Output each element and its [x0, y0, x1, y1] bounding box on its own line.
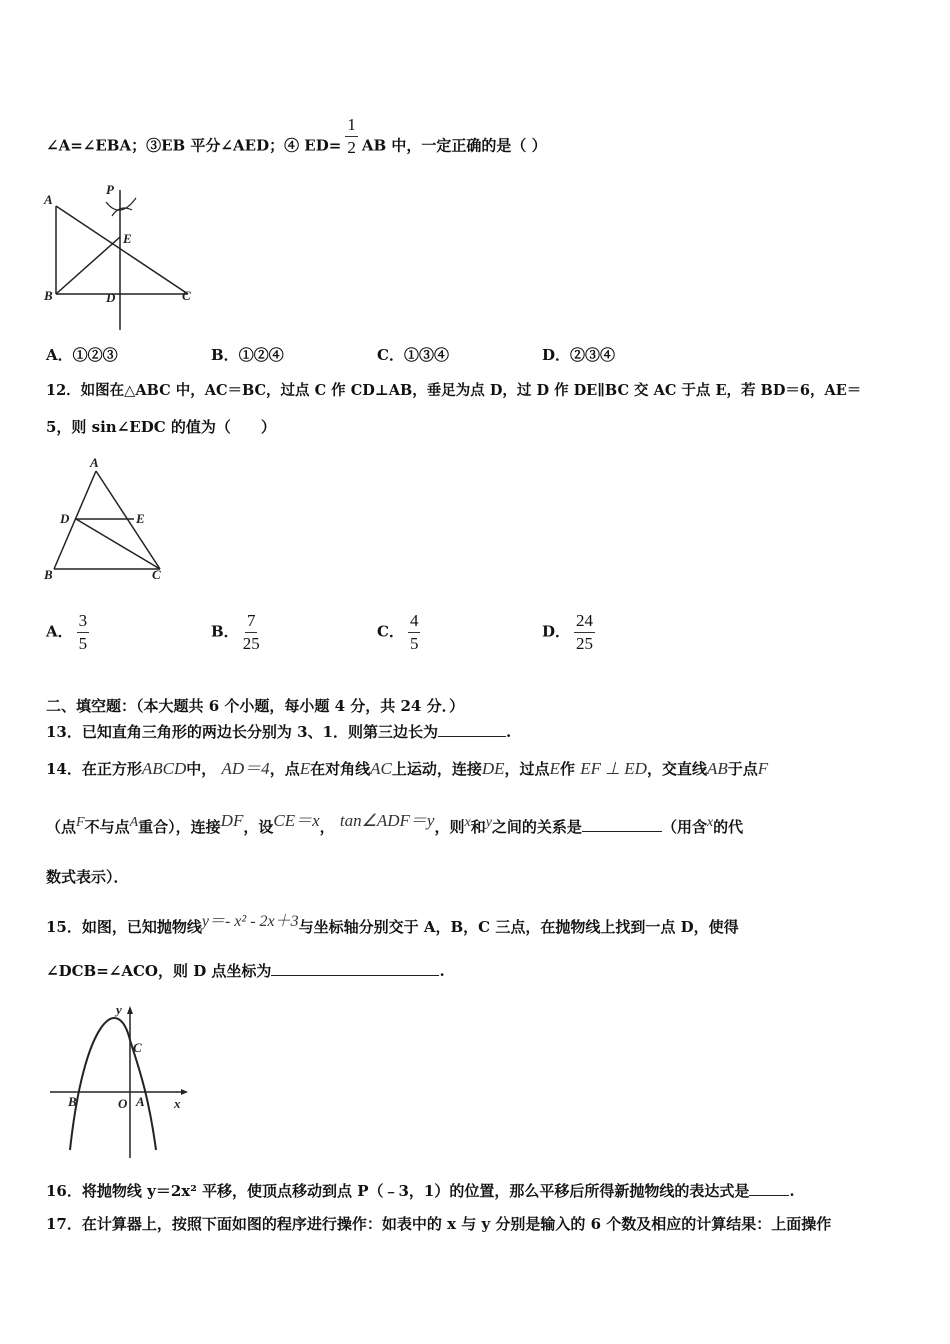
label-c: C — [133, 1040, 142, 1055]
segment-be — [56, 237, 120, 294]
label-e: E — [136, 511, 145, 526]
q11-option-c[interactable]: C．①③④ — [377, 346, 449, 364]
segment-ac — [96, 471, 160, 569]
figure-q12-triangle — [40, 455, 180, 585]
answer-blank[interactable] — [749, 1181, 789, 1196]
answer-blank[interactable] — [582, 817, 662, 832]
fraction: $\frac{24}{25}$ — [576, 611, 594, 653]
q15-line-2: ∠DCB=∠ACO，则 D 点坐标为 . — [46, 962, 445, 980]
parabola-formula: y＝- x² - 2x＋3 — [201, 913, 299, 930]
q11-option-b[interactable]: B．①②④ — [211, 346, 284, 364]
q12-option-d[interactable]: D． $\frac{24}{25}$ — [542, 611, 594, 653]
label-y: y — [116, 1002, 122, 1017]
label-c: C — [182, 288, 191, 303]
label-a: A — [90, 455, 99, 470]
q17-statement: 17．在计算器上，按照下面如图的程序进行操作：如表中的 x 与 y 分别是输入的 6 个数及相应的计算结果：上面操作 — [46, 1215, 832, 1233]
q14-line-2: （点$^F$不与点$^A$重合），连接$^{DF}$，设$^{CE=x}$， $^{tan\angle ADF=y}$，则$^x$和$^y$之间的关系是 （用含$^x$的代 — [46, 811, 744, 836]
parabola-curve — [70, 1018, 156, 1150]
q11-statement: ∠A=∠EBA；③EB 平分∠AED；④ ED= $\frac{1}{2}$ AB 中，一定正确的是（ ） — [46, 115, 547, 157]
label-e: E — [123, 231, 132, 246]
label-d: D — [106, 290, 116, 305]
q12-option-a[interactable]: A． $\frac{3}{5}$ — [46, 611, 88, 653]
fraction: $\frac{7}{25}$ — [242, 611, 260, 653]
fraction-half: $\frac{1}{2}$ — [347, 115, 356, 157]
label-d: D — [60, 511, 70, 526]
q11-option-a[interactable]: A．①②③ — [46, 346, 118, 364]
q12-line-1: 12．如图在△ABC 中，AC＝BC，过点 C 作 CD⊥AB，垂足为点 D，过 D 作 DE∥BC 交 AC 于点 E，若 BD＝6，AE＝ — [46, 382, 862, 399]
q12-option-c[interactable]: C． $\frac{4}{5}$ — [377, 611, 419, 653]
label-a: A — [136, 1094, 145, 1109]
q14-line-1: 14．在正方形ABCD中， AD＝4，点E在对角线AC上运动，连接DE，过点E作 EF ⊥ ED，交直线AB于点F — [46, 759, 769, 778]
q15-line-1: 15．如图，已知抛物线$^{y=- x^2 - 2x+3}$与坐标轴分别交于 A，B，C 三点，在抛物线上找到一点 D，使得 — [46, 913, 739, 936]
q13-statement: 13．已知直角三角形的两边长分别为 3、1．则第三边长为 . — [46, 723, 512, 741]
section-heading-fill-in: 二、填空题：（本大题共 6 个小题，每小题 4 分，共 24 分．） — [46, 697, 465, 715]
fraction: $\frac{3}{5}$ — [78, 611, 88, 653]
label-c: C — [152, 567, 161, 582]
figure-q11-triangle — [40, 180, 210, 335]
answer-blank[interactable] — [438, 722, 506, 737]
fraction: $\frac{4}{5}$ — [409, 611, 419, 653]
label-b: B — [44, 288, 53, 303]
x-axis-arrow — [181, 1089, 188, 1095]
label-a: A — [44, 192, 53, 207]
y-axis-arrow — [127, 1006, 133, 1014]
segment-dc — [76, 519, 160, 569]
answer-blank[interactable] — [271, 961, 439, 976]
q14-line-3: 数式表示）． — [46, 868, 129, 886]
label-b: B — [44, 567, 53, 582]
label-x: x — [174, 1096, 181, 1111]
q16-statement: 16．将抛物线 y＝2x² 平移，使顶点移动到点 P（﹣3，1）的位置，那么平移后所得新抛物线的表达式是 . — [46, 1182, 795, 1200]
figure-q15-parabola — [44, 1000, 194, 1160]
q11-option-d[interactable]: D．②③④ — [542, 346, 616, 364]
label-b: B — [68, 1094, 77, 1109]
q12-option-b[interactable]: B． $\frac{7}{25}$ — [211, 611, 260, 653]
segment-ac — [56, 206, 188, 294]
label-p: P — [106, 182, 114, 197]
q12-line-2: 5，则 sin∠EDC 的值为（ ） — [46, 418, 276, 436]
label-o: O — [118, 1096, 128, 1111]
